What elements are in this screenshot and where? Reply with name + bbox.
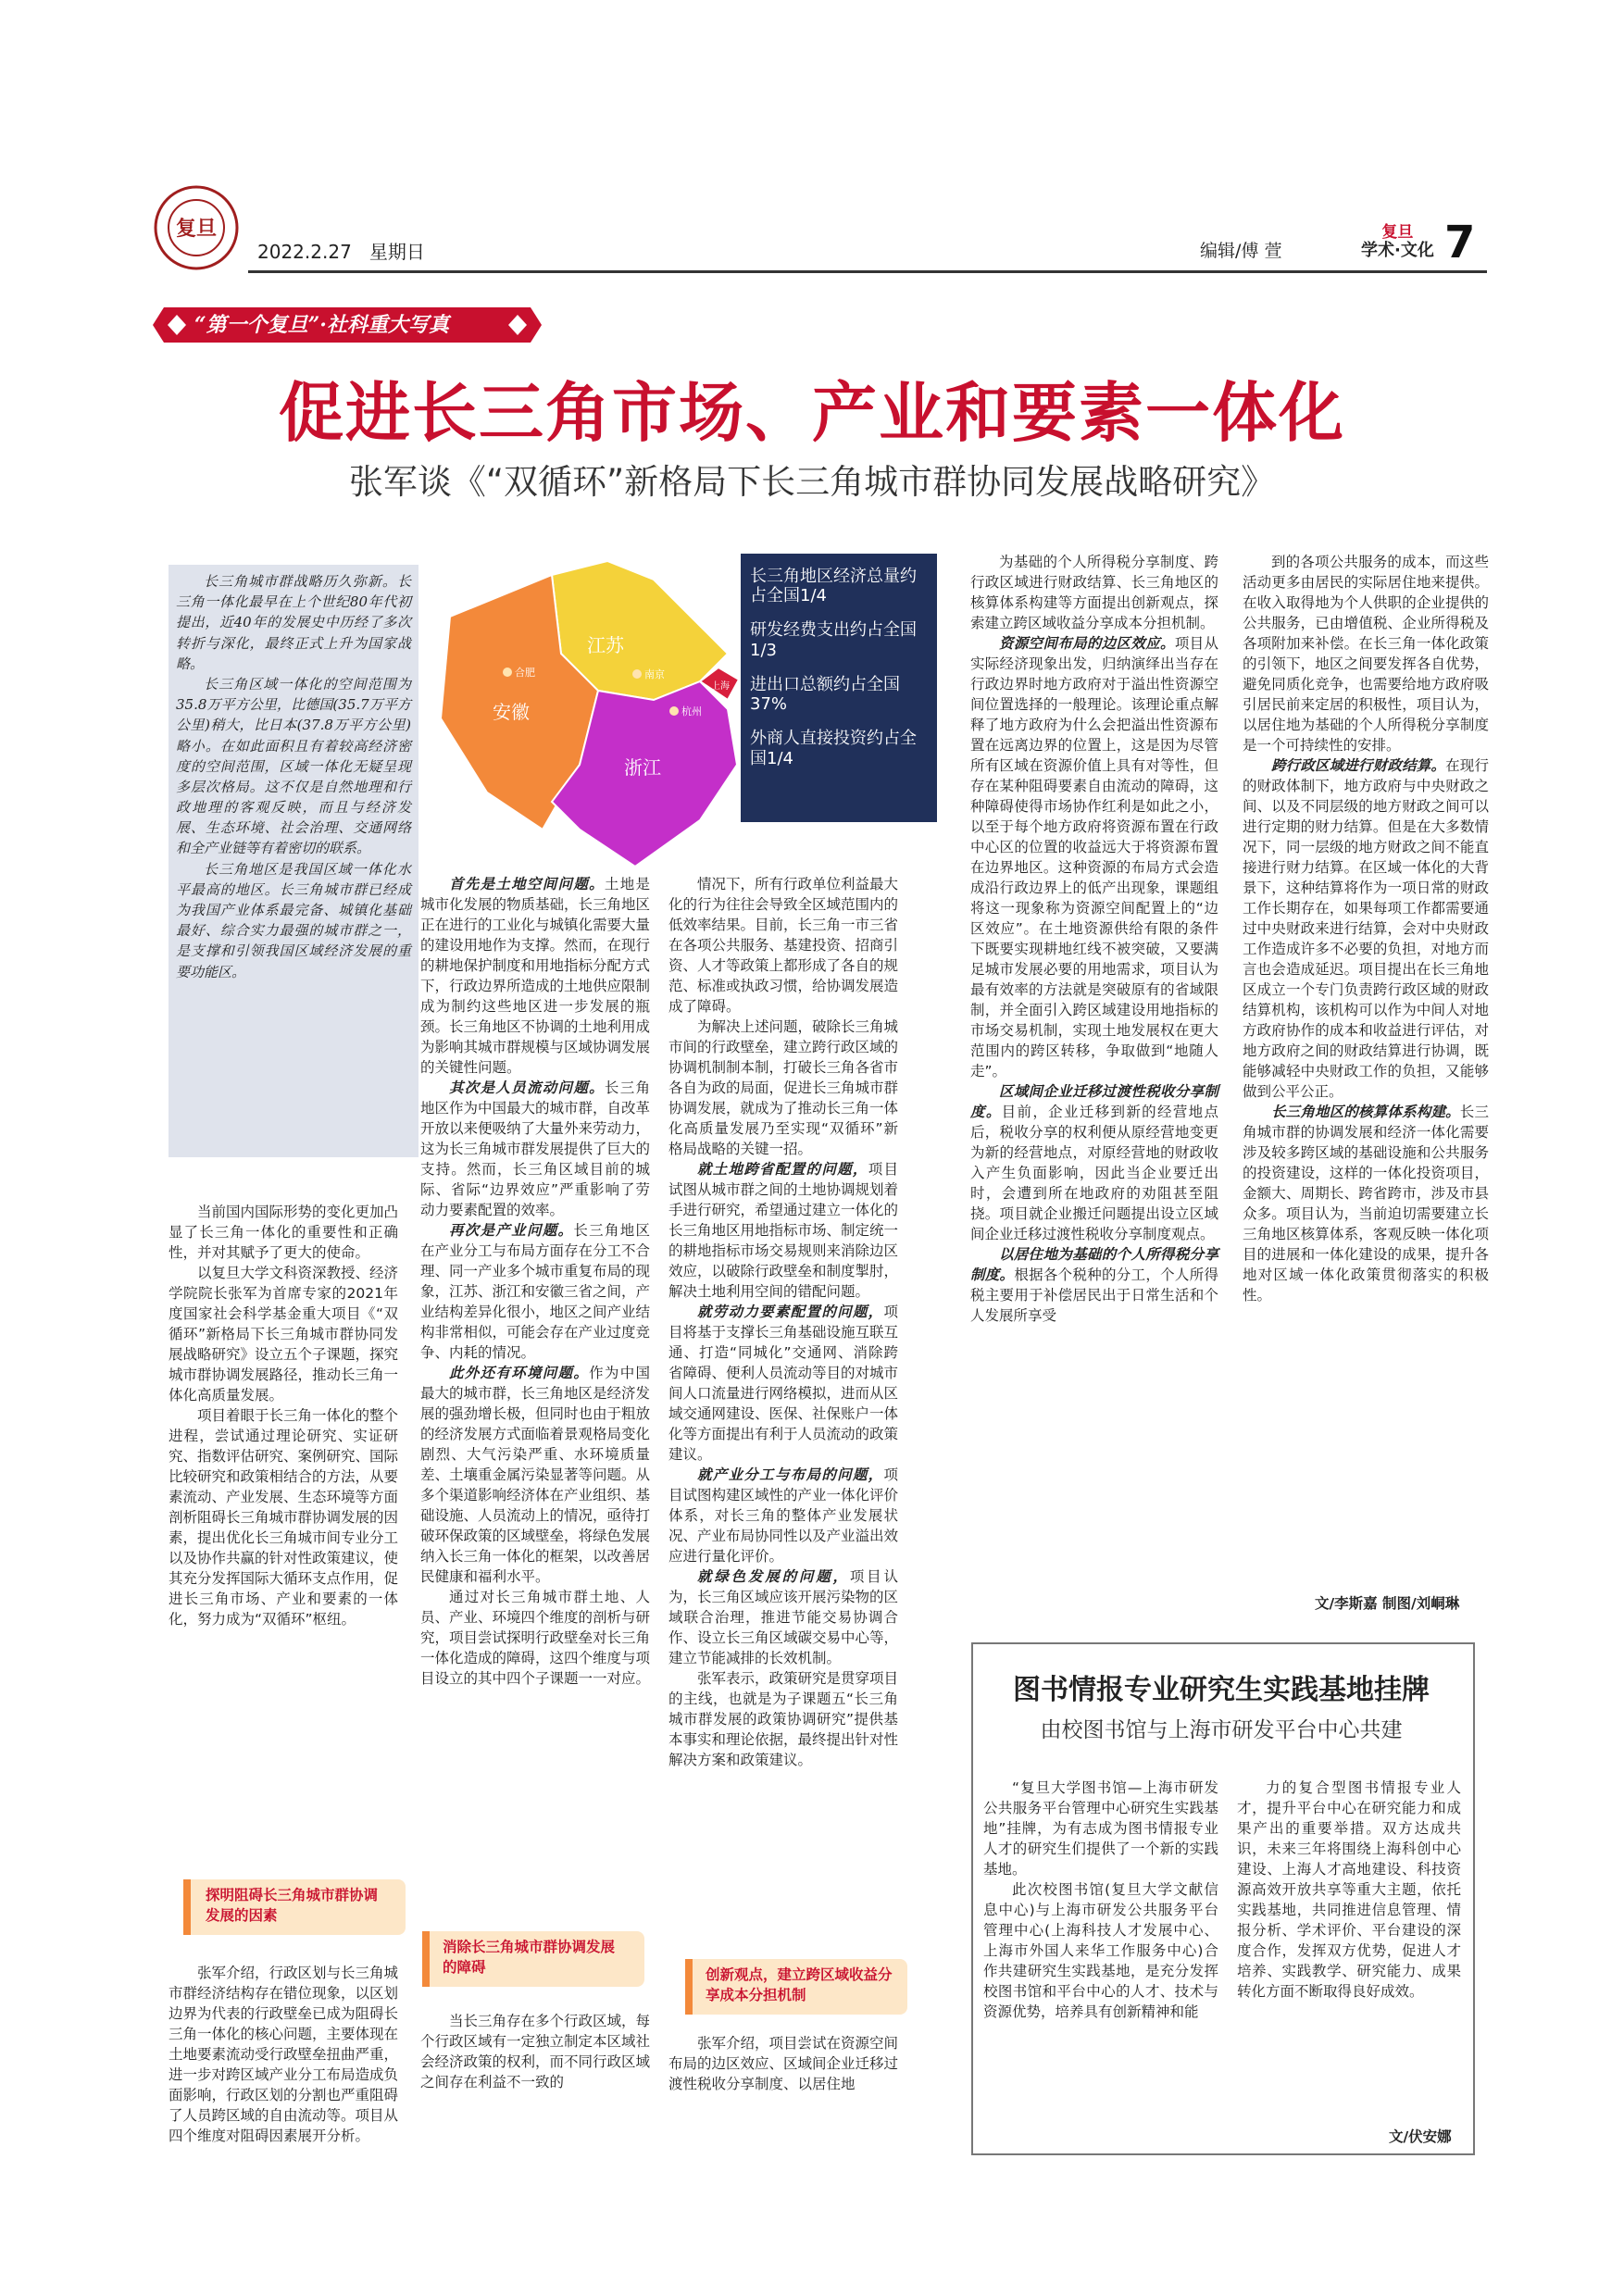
column-2: 首先是土地空间问题。土地是城市化发展的物质基础，长三角地区正在进行的工业化与城镇化需要大量的建设用地作为支撑。然而，在现行的耕地保护制度和用地指标分配方式下，行政边界所造成的土地供应限制成为制约这些地区进一步发展的瓶颈。长三角地区不协调的土地利用成为影响其城市群规模与区域协调发展的关键性问题。 其次是人员流动问题。长三角地区作为中国最大的城市群，自改革开放以来便吸纳了大量外来劳动力，这为长三角城市群发展提供了巨大的支持。然而，长三角区域目前的城际、省际“边界效应”严重影响了劳动力要素配置的效率。 再次是产业问题。长三角地区在产业分工与布局方面存在分工不合理、同一产业多个城市重复布局的现象，江苏、浙江和安徽三省之间，产业结构差异化很小，地区之间产业结构非常相似，可能会存在产业过度竞争、内耗的情况。 此外还有环境问题。作为中国最大的城市群，长三角地区是经济发展的强劲增长极，但同时也由于粗放的经济发展方式面临着景观格局变化剧烈、大气污染严重、水环境质量差、土壤重金属污染显著等问题。从多个渠道影响经济体在产业组织、基础设施、人员流动上的情况，亟待打破环保政策的区域壁垒，将绿色发展纳入长三角一体化的框架，以改善居民健康和福利水平。 通过对长三角城市群土地、人员、产业、环境四个维度的剖析与研究，项目尝试探明行政壁垒对长三角一体化造成的障碍，这四个维度与项目设立的其中四个子课题一一对应。 bbox=[420, 875, 651, 1687]
editor-credit: 编辑/傅 萱 bbox=[1200, 241, 1282, 261]
column-2b: 当长三角存在多个行政区域，每个行政区域有一定独立制定本区域社会经济政策的权利，而不同行政区域之间存在利益不一致的 bbox=[420, 2013, 651, 2090]
library-col-right: 力的复合型图书情报专业人才，提升平台中心在研究能力和成果产出的重要举措。双方达成共识，未来三年将围绕上海科创中心建设、上海人才高地建设、科技资源高效开放共享等重大主题，依托实践基地，共同推进信息管理、情报分析、学术评价、平台建设的深度合作，发挥双方优势，促进人才培养、实践教学、研究能力、成果转化方面不断取得良好成效。 bbox=[1237, 1779, 1461, 2000]
section-heading-1: 探明阻碍长三角城市群协调发展的因素 bbox=[206, 1887, 379, 1924]
column-3: 情况下，所有行政单位利益最大化的行为往往会导致全区域范围内的低效率结果。目前，长三角一市三省在各项公共服务、基建投资、招商引资、人才等政策上都形成了各自的规范、标准或执政习惯，给协调发展造成了障碍。 为解决上述问题，破除长三角城市间的行政壁垒，建立跨行政区域的协调机制制本制，打破长三角各省市各自为政的局面，促进长三角城市群协调发展，就成为了推动长三角一体化高质量发展乃至实现“双循环”新格局战略的关键一招。 就土地跨省配置的问题，项目试图从城市群之间的土地协调规划着手进行研究，希望通过建立一体化的长三角地区用地指标市场、制定统一的耕地指标市场交易规则来消除边区效应，以破除行政壁垒和制度掣肘，解决土地利用空间的错配问题。 就劳动力要素配置的问题，项目将基于支撑长三角基础设施互联互通、打造“同城化”交通网、消除跨省障碍、便利人员流动等目的对城市间人口流量进行网络模拟，进而从区域交通网建设、医保、社保账户一体化等方面提出有利于人员流动的政策建议。 就产业分工与布局的问题，项目试图构建区域性的产业一体化评价体系，对长三角的整体产业发展状况、产业布局协同性以及产业溢出效应进行量化评价。 就绿色发展的问题，项目认为，长三角区域应该开展污染物的区域联合治理，推进节能交易协调合作、设立长三角区域碳交易中心等，建立节能减排的长效机制。 张军表示，政策研究是贯穿项目的主线，也就是为子课题五“长三角城市群发展的政策协调研究”提供基本事实和理论依据，最终提出针对性解决方案和政策建议。 bbox=[668, 876, 899, 1768]
library-credit: 文/伏安娜 bbox=[1389, 2128, 1452, 2145]
headline: 促进长三角市场、产业和要素一体化 bbox=[279, 375, 1345, 451]
column-3b: 张军介绍，项目尝试在资源空间布局的边区效应、区域间企业迁移过渡性税收分享制度、以居住地 bbox=[668, 2035, 899, 2092]
column-1: 当前国内国际形势的变化更加凸显了长三角一体化的重要性和正确性，并对其赋予了更大的使命。 以复旦大学文科资深教授、经济学院院长张军为首席专家的2021年度国家社会科学基金重大项目《“双循环”新格局下长三角城市群协同发展战略研究》设立五个子课题，探究城市群协调发展路径，推动长三角一体化高质量发展。 项目着眼于长三角一体化的整个进程，尝试通过理论研究、实证研究、指数评估研究、案例研究、国际比较研究和政策相结合的方法，从要素流动、产业发展、生态环境等方面剖析阻碍长三角城市群协调发展的因素，提出优化长三角城市间专业分工以及协作共赢的针对性政策建议，使其充分发挥国际大循环支点作用，促进长三角市场、产业和要素的一体化，努力成为“双循环”枢纽。 bbox=[169, 1204, 399, 1628]
svg-text:浙江: 浙江 bbox=[624, 756, 661, 779]
summary-text: 长三角城市群战略历久弥新。长三角一体化最早在上个世纪80年代初提出，近40年的发展史中历经了多次转折与深化，最终正式上升为国家战略。 长三角区域一体化的空间范围为35.8万平方公里，比德国(35.7万平方公里)稍大，比日本(37.8万平方公里)略小。在如此面积且有着较高经济密度的空间范围，区域一体化无疑呈现多层次格局。这不仅是自然地理和行政地理的客观反映，而且与经济发展、生态环境、社会治理、交通网络和全产业链等有着密切的联系。 长三角地区是我国区域一体化水平最高的地区。长三角城市群已经成为我国产业体系最完备、城镇化基础最好、综合实力最强的城市群之一，是支撑和引领我国区域经济发展的重要功能区。 bbox=[176, 573, 411, 980]
series-label: “第一个复旦”·社科重大写真 bbox=[194, 313, 449, 337]
stat-item: 进出口总额约占全国37% bbox=[750, 674, 900, 715]
column-5: 到的各项公共服务的成本，而这些活动更多由居民的实际居住地来提供。在收入取得地为个人供职的企业提供的公共服务，已由增值税、企业所得税及各项附加来补偿。在长三角一体化政策的引领下，地区之间要发挥各自优势，避免同质化竞争，也需要给地方政府吸引居民前来定居的积极性，项目认为，以居住地为基础的个人所得税分享制度是一个可持续性的安排。 跨行政区域进行财政结算。在现行的财政体制下，地方政府与中央财政之间、以及不同层级的地方财政之间可以进行定期的财力结算。但是在大多数情况下，同一层级的地方财政之间不能直接进行财力结算。在区域一体化的大背景下，这种结算将作为一项日常的财政工作长期存在，如果每项工作都需要通过中央财政来进行结算，会对中央财政工作造成许多不必要的负担，对地方而言也会造成延迟。项目提出在长三角地区成立一个专门负责跨行政区域的财政结算机构，该机构可以作为中间人对地方政府协作的成本和收益进行评估，对地方政府之间的财政结算进行协调，既能够减轻中央财政工作的负担，又能够做到公平公正。 长三角地区的核算体系构建。长三角城市群的协调发展和经济一体化需要涉及较多跨区域的基础设施和公共服务的投资建设，这样的一体化投资项目，金额大、周期长、跨省跨市，涉及市县众多。项目认为，当前迫切需要建立长三角地区核算体系，客观反映一体化项目的进展和一体化建设的成果，提升各地对区域一体化政策贯彻落实的积极性。 bbox=[1243, 554, 1489, 1304]
fudan-logo bbox=[154, 185, 239, 270]
stat-item: 长三角地区经济总量约占全国1/4 bbox=[750, 567, 917, 606]
svg-text:上海: 上海 bbox=[711, 681, 730, 692]
subheadline: 张军谈《“双循环”新格局下长三角城市群协同发展战略研究》 bbox=[348, 462, 1276, 502]
column-4: 为基础的个人所得税分享制度、跨行政区域进行财政结算、长三角地区的核算体系构建等方面提出创新观点，探索建立跨区域收益分享成本分担机制。 资源空间布局的边区效应。项目从实际经济现象出发，归纳演绎出当存在行政边界时地方政府对于溢出性资源空间位置选择的一般理论。该理论重点解释了地方政府为什么会把溢出性资源布置在远离边界的位置上，这是因为尽管所有区域在资源价值上具有对等性，但存在某种阻碍要素自由流动的障碍，这种障碍使得市场协作红利是如此之小，以至于每个地方政府将资源布置在行政中心区的位置的收益远大于将资源布置在边界地区。这种资源的布局方式会造成沿行政边界上的低产出现象，课题组将这一现象称为资源空间配置上的“边区效应”。在土地资源供给有限的条件下既要实现耕地红线不被突破，又要满足城市发展必要的用地需求，项目认为最有效率的方法就是突破原有的省域限制，并全面引入跨区域建设用地指标的市场交易机制，实现土地发展权在更大范围内的跨区转移，争取做到“地随人走”。 区域间企业迁移过渡性税收分享制度。目前，企业迁移到新的经营地点后，税收分享的权利便从原经营地变更为新的经营地点，对原经营地的财政收入产生负面影响，因此当企业要迁出时，会遭到所在地政府的劝阻甚至阻挠。项目就企业搬迁问题提出设立区域间企业迁移过渡性税收分享制度观点。 以居住地为基础的个人所得税分享制度。根据各个税种的分工，个人所得税主要用于补偿居民出于日常生活和个人发展所享受 bbox=[970, 554, 1218, 1324]
page-number: 7 bbox=[1444, 217, 1476, 268]
section-brand: 复旦 学术·文化 bbox=[1361, 223, 1434, 260]
svg-text:南京: 南京 bbox=[644, 668, 665, 680]
library-title: 图书情报专业研究生实践基地挂牌 bbox=[1013, 1674, 1430, 1706]
svg-text:复旦: 复旦 bbox=[175, 217, 218, 241]
library-col-left: “复旦大学图书馆—上海市研发公共服务平台管理中心研究生实践基地”挂牌，为有志成为图书情报专业人才的研究生们提供了一个新的实践基地。 此次校图书馆(复旦大学文献信息中心)与上海市研发公共服务平台管理中心(上海科技人才发展中心、上海市外国人来华工作服务中心)合作共建研究生实践基地，是充分发挥校图书馆和平台中心的人才、技术与资源优势，培养具有创新精神和能 bbox=[983, 1779, 1218, 2020]
library-subtitle: 由校图书馆与上海市研发平台中心共建 bbox=[1040, 1718, 1403, 1742]
weekday: 星期日 bbox=[369, 241, 425, 263]
header-rule bbox=[248, 270, 1487, 273]
stats-list bbox=[750, 567, 931, 768]
svg-text:江苏: 江苏 bbox=[587, 634, 624, 656]
svg-text:安徽: 安徽 bbox=[493, 701, 530, 723]
issue-date: 2022.2.27 星期日 bbox=[257, 241, 425, 263]
column-1b: 张军介绍，行政区划与长三角城市群经济结构存在错位现象，以区划边界为代表的行政壁垒已成为阻碍长三角一体化的核心问题，主要体现在土地要素流动受行政壁垒扭曲严重，进一步对跨区域产业分工布局造成负面影响，行政区划的分割也严重阻碍了人员跨区域的自由流动等。项目从四个维度对阻碍因素展开分析。 bbox=[169, 1965, 399, 2144]
svg-text:合肥: 合肥 bbox=[515, 667, 535, 679]
svg-text:杭州: 杭州 bbox=[681, 705, 702, 718]
stat-item: 研发经费支出约占全国1/3 bbox=[750, 620, 917, 660]
section-name: 学术·文化 bbox=[1361, 240, 1434, 260]
section-heading-3: 创新观点，建立跨区域收益分享成本分担机制 bbox=[706, 1966, 893, 2003]
article-credit: 文/李斯嘉 制图/刘峒琳 bbox=[1315, 1595, 1460, 1612]
section-heading-2: 消除长三角城市群协调发展的障碍 bbox=[443, 1939, 616, 1976]
stat-item: 外商人直接投资约占全国1/4 bbox=[750, 729, 917, 768]
